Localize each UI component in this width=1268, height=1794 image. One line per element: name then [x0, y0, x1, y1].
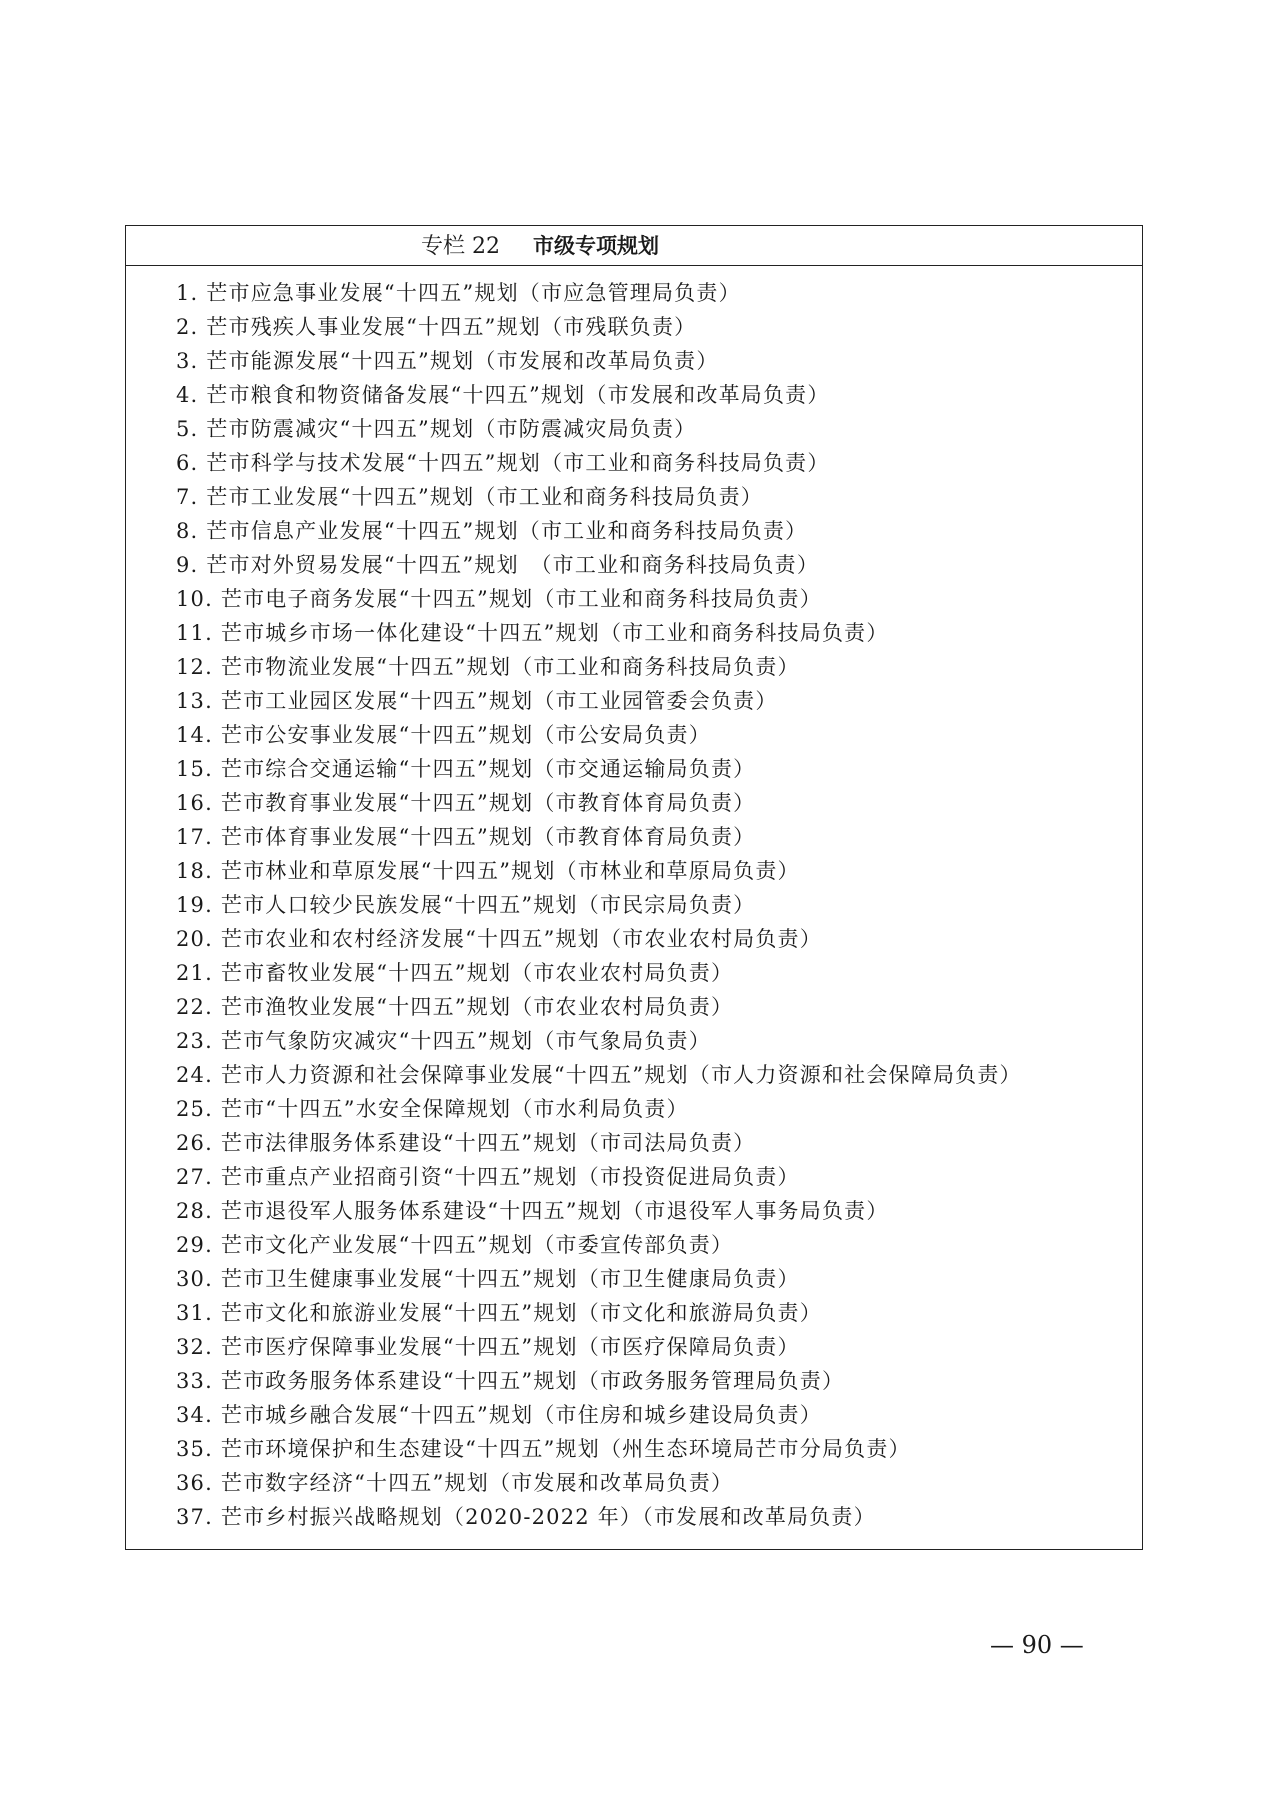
list-item: 4. 芒市粮食和物资储备发展“十四五”规划（市发展和改革局负责）: [176, 383, 830, 407]
list-item: 9. 芒市对外贸易发展“十四五”规划 （市工业和商务科技局负责）: [176, 553, 820, 577]
list-item: 2. 芒市残疾人事业发展“十四五”规划（市残联负责）: [176, 315, 697, 339]
list-item: 33. 芒市政务服务体系建设“十四五”规划（市政务服务管理局负责）: [176, 1369, 845, 1393]
list-item: 10. 芒市电子商务发展“十四五”规划（市工业和商务科技局负责）: [176, 587, 822, 611]
list-item: 5. 芒市防震减灾“十四五”规划（市防震减灾局负责）: [176, 417, 697, 441]
list-item: 17. 芒市体育事业发展“十四五”规划（市教育体育局负责）: [176, 825, 756, 849]
list-item: 8. 芒市信息产业发展“十四五”规划（市工业和商务科技局负责）: [176, 519, 808, 543]
list-item: 30. 芒市卫生健康事业发展“十四五”规划（市卫生健康局负责）: [176, 1267, 800, 1291]
list-item: 19. 芒市人口较少民族发展“十四五”规划（市民宗局负责）: [176, 893, 756, 917]
column-header: [126, 226, 1142, 266]
list-item: 13. 芒市工业园区发展“十四五”规划（市工业园管委会负责）: [176, 689, 778, 713]
list-item: 25. 芒市“十四五”水安全保障规划（市水利局负责）: [176, 1097, 689, 1121]
list-item: 20. 芒市农业和农村经济发展“十四五”规划（市农业农村局负责）: [176, 927, 822, 951]
column-name: 市级专项规划: [533, 234, 659, 258]
list-item: 26. 芒市法律服务体系建设“十四五”规划（市司法局负责）: [176, 1131, 756, 1155]
list-item: 14. 芒市公安事业发展“十四五”规划（市公安局负责）: [176, 723, 711, 747]
column-title: [421, 232, 659, 261]
list-item: 34. 芒市城乡融合发展“十四五”规划（市住房和城乡建设局负责）: [176, 1403, 822, 1427]
list-item: 37. 芒市乡村振兴战略规划（2020-2022 年）（市发展和改革局负责）: [176, 1505, 876, 1529]
list-item: 27. 芒市重点产业招商引资“十四五”规划（市投资促进局负责）: [176, 1165, 800, 1189]
column-number: 专栏 22: [421, 234, 500, 259]
list-item: 24. 芒市人力资源和社会保障事业发展“十四五”规划（市人力资源和社会保障局负责）: [176, 1063, 1022, 1087]
list-item: 18. 芒市林业和草原发展“十四五”规划（市林业和草原局负责）: [176, 859, 800, 883]
list-item: 15. 芒市综合交通运输“十四五”规划（市交通运输局负责）: [176, 757, 756, 781]
list-item: 29. 芒市文化产业发展“十四五”规划（市委宣传部负责）: [176, 1233, 734, 1257]
list-item: 1. 芒市应急事业发展“十四五”规划（市应急管理局负责）: [176, 281, 741, 305]
list-item: 11. 芒市城乡市场一体化建设“十四五”规划（市工业和商务科技局负责）: [176, 621, 889, 645]
list-item: 3. 芒市能源发展“十四五”规划（市发展和改革局负责）: [176, 349, 719, 373]
list-item: 22. 芒市渔牧业发展“十四五”规划（市农业农村局负责）: [176, 995, 734, 1019]
plan-list: [176, 276, 1136, 1534]
list-item: 35. 芒市环境保护和生态建设“十四五”规划（州生态环境局芒市分局负责）: [176, 1437, 911, 1461]
list-item: 36. 芒市数字经济“十四五”规划（市发展和改革局负责）: [176, 1471, 734, 1495]
list-item: 28. 芒市退役军人服务体系建设“十四五”规划（市退役军人事务局负责）: [176, 1199, 889, 1223]
list-item: 7. 芒市工业发展“十四五”规划（市工业和商务科技局负责）: [176, 485, 763, 509]
page-number: — 90 —: [990, 1631, 1084, 1659]
list-item: 31. 芒市文化和旅游业发展“十四五”规划（市文化和旅游局负责）: [176, 1301, 822, 1325]
list-item: 32. 芒市医疗保障事业发展“十四五”规划（市医疗保障局负责）: [176, 1335, 800, 1359]
column-box: [125, 225, 1143, 1550]
list-item: 21. 芒市畜牧业发展“十四五”规划（市农业农村局负责）: [176, 961, 734, 985]
list-item: 23. 芒市气象防灾减灾“十四五”规划（市气象局负责）: [176, 1029, 711, 1053]
list-item: 6. 芒市科学与技术发展“十四五”规划（市工业和商务科技局负责）: [176, 451, 830, 475]
list-item: 16. 芒市教育事业发展“十四五”规划（市教育体育局负责）: [176, 791, 756, 815]
list-item: 12. 芒市物流业发展“十四五”规划（市工业和商务科技局负责）: [176, 655, 800, 679]
